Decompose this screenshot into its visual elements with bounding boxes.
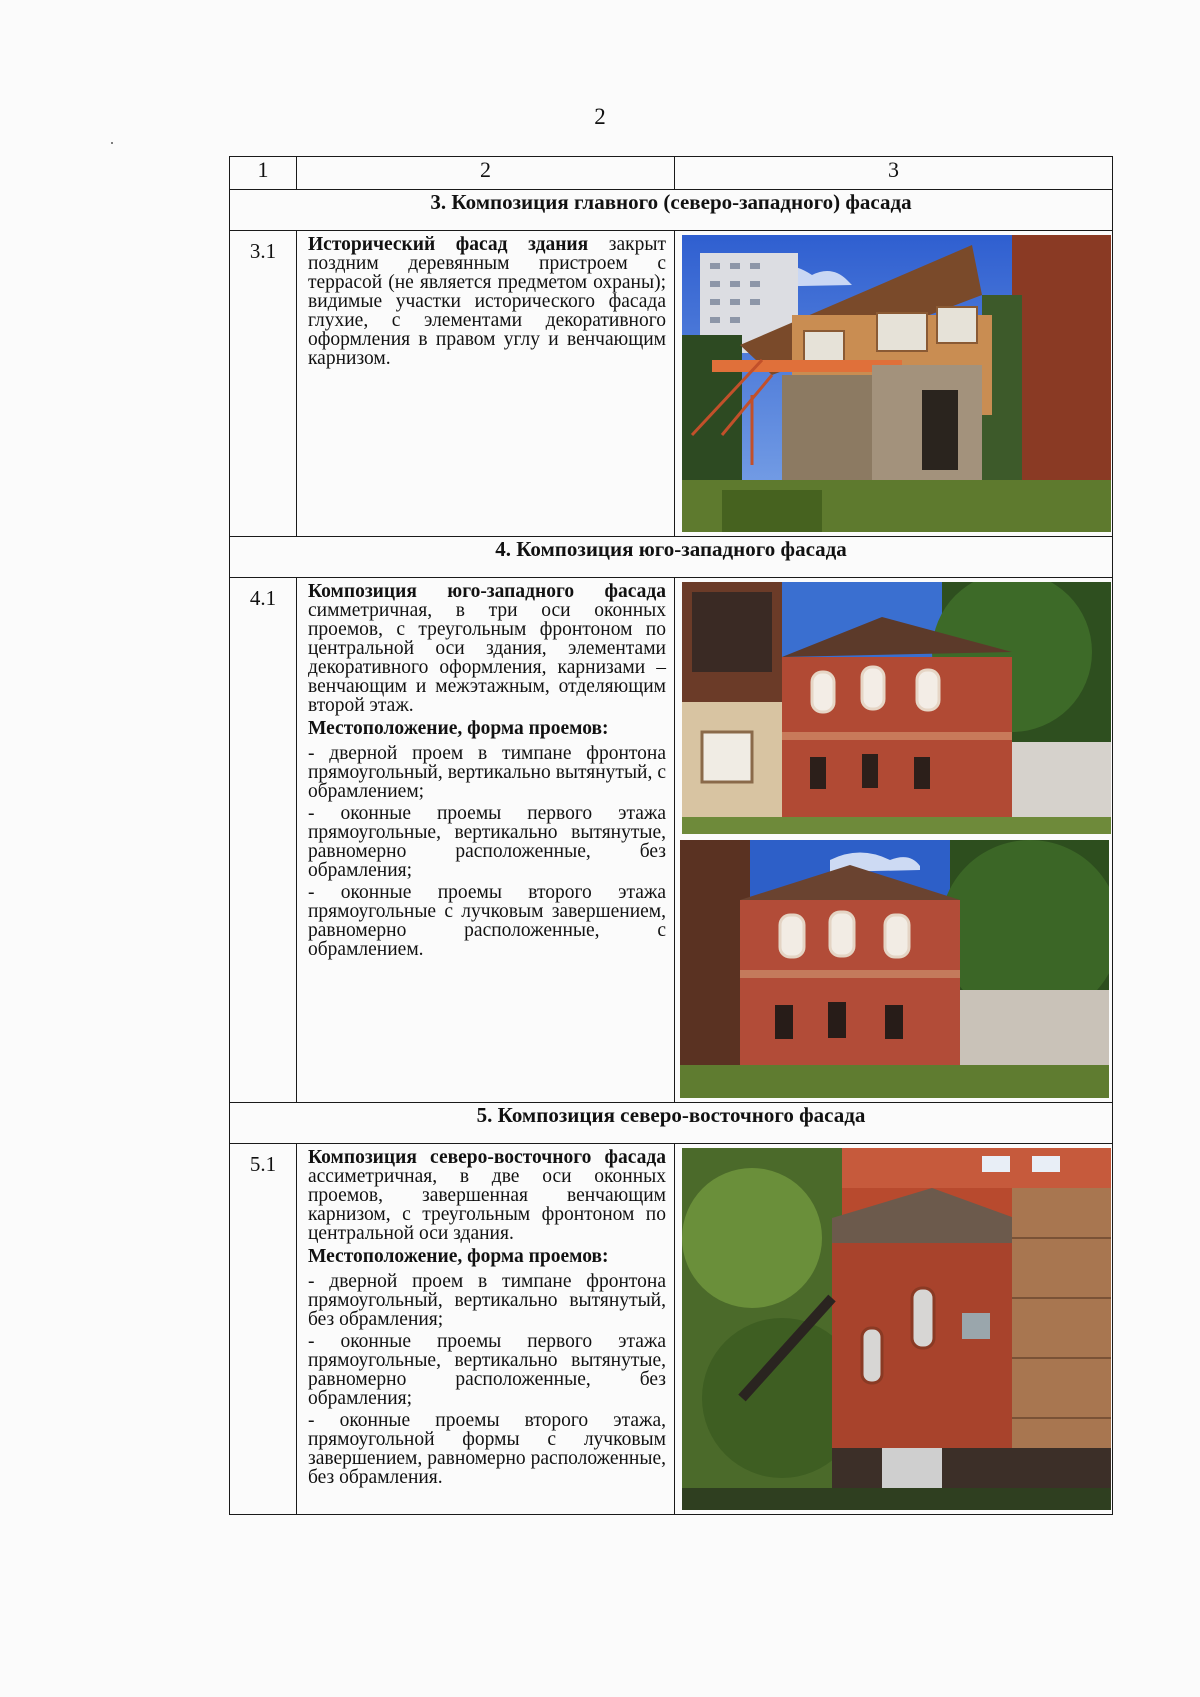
section-heading-row (230, 1103, 1113, 1144)
list-item: - дверной проем в тимпане фронтона прямоугольный, вертикально вытянутый, без обрамления; (308, 1271, 666, 1330)
column-number-3: 3 (675, 157, 1113, 190)
row-number: 3.1 (230, 231, 297, 537)
column-number-row (230, 157, 1113, 190)
photo-cell (675, 231, 1113, 537)
table-row (230, 1144, 1113, 1515)
section-heading: 3. Композиция главного (северо-западного) фасада (230, 190, 1113, 231)
openings-subheading: Местоположение, форма проемов: (308, 718, 609, 739)
list-item: - дверной проем в тимпане фронтона прямоугольный, вертикально вытянутый, с обрамлением; (308, 743, 666, 802)
section-heading-row (230, 537, 1113, 578)
wooden-annex-with-terrace-photo (682, 235, 1111, 532)
list-item: - оконные проемы второго этажа прямоугольные с лучковым завершением, равномерно расположенные, с обрамлением. (308, 882, 666, 960)
scan-speck (111, 142, 113, 144)
lead-paragraph (308, 235, 666, 368)
list-item: - оконные проемы первого этажа прямоугольные, вертикально вытянутые, равномерно расположенные, без обрамления; (308, 803, 666, 881)
list-item: - оконные проемы первого этажа прямоугольные, вертикально вытянутые, равномерно расположенные, без обрамления; (308, 1331, 666, 1409)
brick-facade-photo-2 (680, 840, 1109, 1098)
table-row (230, 231, 1113, 537)
lead-bold: Композиция северо-восточного фасада (308, 1147, 666, 1168)
lead-text: симметричная, в три оси оконных проемов, с треугольным фронтоном по центральной оси здания, элементами декоративного оформления, карнизами – венчающим и межэтажным, отделяющим второй этаж. (308, 600, 666, 716)
photo-cell (675, 1144, 1113, 1515)
column-number-2: 2 (297, 157, 675, 190)
openings-subheading: Местоположение, форма проемов: (308, 1246, 609, 1267)
lead-bold: Композиция юго-западного фасада (308, 581, 666, 602)
lead-bold: Исторический фасад здания (308, 234, 589, 255)
section-heading-row (230, 190, 1113, 231)
row-description (297, 231, 675, 537)
page-number: 2 (594, 104, 606, 129)
northeast-facade-photo (682, 1148, 1111, 1510)
row-number: 5.1 (230, 1144, 297, 1515)
column-number-1: 1 (230, 157, 297, 190)
row-description (297, 1144, 675, 1515)
lead-text: закрыт поздним деревянным пристроем с террасой (не является предметом охраны); видимые участки исторического фасада глухие, с элементами декоративного оформления в правом углу и венчающим карнизом. (308, 234, 666, 369)
lead-paragraph (308, 1148, 666, 1243)
section-heading: 5. Композиция северо-восточного фасада (230, 1103, 1113, 1144)
table-row (230, 578, 1113, 1103)
photo-cell (675, 578, 1113, 1103)
row-number: 4.1 (230, 578, 297, 1103)
list-item: - оконные проемы второго этажа, прямоугольной формы с лучковым завершением, равномерно расположенные, без обрамления. (308, 1410, 666, 1488)
row-description (297, 578, 675, 1103)
brick-facade-photo-1 (682, 582, 1111, 834)
facade-composition-table (229, 156, 1113, 1515)
lead-paragraph (308, 582, 666, 715)
lead-text: ассиметричная, в две оси оконных проемов, завершенная венчающим карнизом, с треугольным фронтоном по центральной оси здания. (308, 1166, 666, 1244)
section-heading: 4. Композиция юго-западного фасада (230, 537, 1113, 578)
